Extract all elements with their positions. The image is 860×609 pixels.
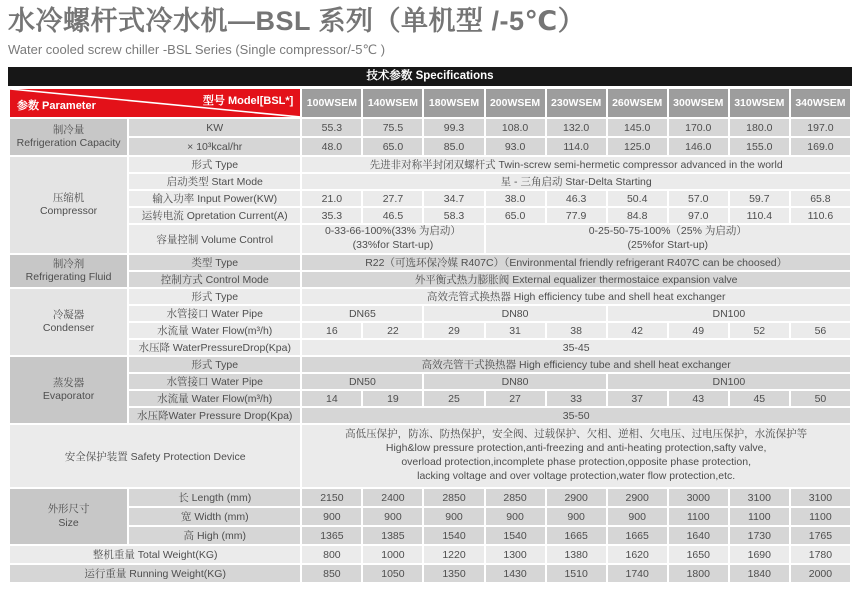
value-cell: 1665 [546, 526, 607, 545]
merged-value-cell: R22（可选环保冷媒 R407C）（Environmental friendly refrigerant R407C can be choosed） [301, 254, 851, 271]
param-label: 形式 Type [128, 288, 301, 305]
group-refrigeration-capacity [9, 118, 128, 156]
value-cell: 14 [301, 390, 362, 407]
param-label: 启动类型 Start Mode [128, 173, 301, 190]
row-capacity-kw [9, 118, 851, 137]
row-total-weight [9, 545, 851, 564]
group-label-en: Refrigerating Fluid [25, 271, 112, 284]
running-weight-label: 运行重量 Running Weight(KG) [9, 564, 301, 583]
row-condenser-pressure-drop [9, 339, 851, 356]
pipe-size-cell: DN65 [301, 305, 423, 322]
value-cell: 1650 [668, 545, 729, 564]
value-cell: 56 [790, 322, 851, 339]
value-cell: 97.0 [668, 207, 729, 224]
value-cell: 2850 [485, 488, 546, 507]
value-cell: 45 [729, 390, 790, 407]
param-label: 输入功率 Input Power(KW) [128, 190, 301, 207]
value-cell: 1620 [607, 545, 668, 564]
param-label: 运转电流 Opretation Current(A) [128, 207, 301, 224]
value-cell: 27 [485, 390, 546, 407]
value-cell: 197.0 [790, 118, 851, 137]
value-cell: 65.0 [362, 137, 423, 156]
row-condenser-type [9, 288, 851, 305]
row-compressor-type [9, 156, 851, 173]
model-column-header: 180WSEM [423, 88, 484, 118]
value-cell: 1100 [790, 507, 851, 526]
param-label: 水压降Water Pressure Drop(Kpa) [128, 407, 301, 424]
pipe-size-cell: DN80 [423, 373, 606, 390]
value-cell: 146.0 [668, 137, 729, 156]
merged-value-cell: 先进非对称半封闭双螺杆式 Twin-screw semi-hermetic compressor advanced in the world [301, 156, 851, 173]
volume-control-line: (25%for Start-up) [627, 239, 709, 252]
group-label-zh: 压缩机 [52, 191, 85, 204]
value-cell: 85.0 [423, 137, 484, 156]
value-cell: 900 [362, 507, 423, 526]
value-cell: 93.0 [485, 137, 546, 156]
value-cell: 33 [546, 390, 607, 407]
param-label: 水管接口 Water Pipe [128, 305, 301, 322]
merged-value-cell: 35-50 [301, 407, 851, 424]
model-column-header: 300WSEM [668, 88, 729, 118]
value-cell: 46.5 [362, 207, 423, 224]
value-cell: 180.0 [729, 118, 790, 137]
value-cell: 2150 [301, 488, 362, 507]
value-cell: 3100 [790, 488, 851, 507]
pipe-size-cell: DN100 [607, 373, 851, 390]
value-cell: 16 [301, 322, 362, 339]
value-cell: 1380 [546, 545, 607, 564]
value-cell: 170.0 [668, 118, 729, 137]
page-title: 水冷螺杆式冷水机—BSL 系列（单机型 /-5℃） [8, 6, 586, 36]
param-label: 水压降 WaterPressureDrop(Kpa) [128, 339, 301, 356]
value-cell: 99.3 [423, 118, 484, 137]
param-label: × 10³kcal/hr [128, 137, 301, 156]
param-label: 形式 Type [128, 356, 301, 373]
param-label: 水流量 Water Flow(m³/h) [128, 390, 301, 407]
value-cell: 1690 [729, 545, 790, 564]
param-label: 形式 Type [128, 156, 301, 173]
model-column-header: 230WSEM [546, 88, 607, 118]
value-cell: 114.0 [546, 137, 607, 156]
value-cell: 110.4 [729, 207, 790, 224]
row-safety-protection [9, 424, 851, 488]
value-cell: 50 [790, 390, 851, 407]
parameter-axis-label: 参数 Parameter [17, 100, 96, 113]
model-column-header: 260WSEM [607, 88, 668, 118]
value-cell: 3000 [668, 488, 729, 507]
merged-value-cell: 高效壳管干式换热器 High efficiency tube and shell heat exchanger [301, 356, 851, 373]
value-cell: 52 [729, 322, 790, 339]
value-cell: 108.0 [485, 118, 546, 137]
param-label: 高 High (mm) [128, 526, 301, 545]
group-refrigerating-fluid [9, 254, 128, 288]
row-compressor-start-mode [9, 173, 851, 190]
specifications-banner: 技术参数 Specifications [8, 67, 852, 86]
value-cell: 31 [485, 322, 546, 339]
safety-line: overload protection,incomplete phase protection,opposite phase protection, [401, 456, 751, 469]
value-cell: 1000 [362, 545, 423, 564]
safety-line: lacking voltage and over voltage protection,water flow protection,etc. [417, 469, 736, 482]
group-label-en: Refrigeration Capacity [16, 137, 121, 150]
row-condenser-water-flow [9, 322, 851, 339]
volume-control-line: 0-25-50-75-100%（25% 为启动） [588, 225, 747, 238]
row-refrigerant-control-mode [9, 271, 851, 288]
page-subtitle: Water cooled screw chiller -BSL Series (Single compressor/-5℃ ) [8, 42, 386, 58]
value-cell: 58.3 [423, 207, 484, 224]
value-cell: 21.0 [301, 190, 362, 207]
value-cell: 800 [301, 545, 362, 564]
group-label-zh: 制冷剂 [52, 257, 85, 270]
value-cell: 34.7 [423, 190, 484, 207]
model-axis-label: 型号 Model[BSL*] [202, 95, 294, 108]
model-column-header: 340WSEM [790, 88, 851, 118]
value-cell: 900 [301, 507, 362, 526]
value-cell: 1220 [423, 545, 484, 564]
value-cell: 37 [607, 390, 668, 407]
safety-line: 高低压保护，防冻、防热保护，安全阀、过载保护、欠相、逆相、欠电压、过电压保护，水流保护等 [345, 428, 808, 441]
group-label-en: Size [58, 516, 79, 529]
value-cell: 132.0 [546, 118, 607, 137]
value-cell: 900 [546, 507, 607, 526]
group-size [9, 488, 128, 545]
param-label: KW [128, 118, 301, 137]
volume-control-small-cell [301, 224, 484, 254]
row-size-length [9, 488, 851, 507]
row-running-weight [9, 564, 851, 583]
value-cell: 900 [485, 507, 546, 526]
row-evaporator-pressure-drop [9, 407, 851, 424]
group-label-zh: 蒸发器 [52, 376, 85, 389]
param-label: 长 Length (mm) [128, 488, 301, 507]
value-cell: 1740 [607, 564, 668, 583]
value-cell: 1350 [423, 564, 484, 583]
param-label: 水管接口 Water Pipe [128, 373, 301, 390]
row-capacity-kcal [9, 137, 851, 156]
row-evaporator-type [9, 356, 851, 373]
value-cell: 1300 [485, 545, 546, 564]
merged-value-cell: 星 - 三角启动 Star-Delta Starting [301, 173, 851, 190]
value-cell: 2000 [790, 564, 851, 583]
value-cell: 1100 [729, 507, 790, 526]
group-condenser [9, 288, 128, 356]
param-label: 宽 Width (mm) [128, 507, 301, 526]
safety-description [301, 424, 851, 488]
value-cell: 1730 [729, 526, 790, 545]
model-column-header: 140WSEM [362, 88, 423, 118]
merged-value-cell: 高效壳管式换热器 High efficiency tube and shell heat exchanger [301, 288, 851, 305]
value-cell: 50.4 [607, 190, 668, 207]
value-cell: 65.0 [485, 207, 546, 224]
param-label: 类型 Type [128, 254, 301, 271]
value-cell: 1385 [362, 526, 423, 545]
value-cell: 29 [423, 322, 484, 339]
total-weight-label: 整机重量 Total Weight(KG) [9, 545, 301, 564]
value-cell: 2900 [607, 488, 668, 507]
value-cell: 35.3 [301, 207, 362, 224]
value-cell: 110.6 [790, 207, 851, 224]
row-refrigerant-type [9, 254, 851, 271]
volume-control-large-cell [485, 224, 851, 254]
model-column-header: 100WSEM [301, 88, 362, 118]
value-cell: 900 [423, 507, 484, 526]
value-cell: 169.0 [790, 137, 851, 156]
value-cell: 65.8 [790, 190, 851, 207]
value-cell: 49 [668, 322, 729, 339]
pipe-size-cell: DN80 [423, 305, 606, 322]
volume-control-line: 0-33-66-100%(33% 为启动） [324, 225, 461, 238]
value-cell: 145.0 [607, 118, 668, 137]
row-evaporator-water-pipe [9, 373, 851, 390]
pipe-size-cell: DN100 [607, 305, 851, 322]
value-cell: 43 [668, 390, 729, 407]
value-cell: 1050 [362, 564, 423, 583]
group-label-zh: 外形尺寸 [47, 503, 90, 516]
value-cell: 1640 [668, 526, 729, 545]
value-cell: 2900 [546, 488, 607, 507]
value-cell: 1840 [729, 564, 790, 583]
value-cell: 25 [423, 390, 484, 407]
group-compressor [9, 156, 128, 254]
group-label-en: Evaporator [42, 390, 95, 403]
value-cell: 3100 [729, 488, 790, 507]
param-label: 控制方式 Control Mode [128, 271, 301, 288]
value-cell: 1765 [790, 526, 851, 545]
value-cell: 42 [607, 322, 668, 339]
value-cell: 27.7 [362, 190, 423, 207]
value-cell: 57.0 [668, 190, 729, 207]
value-cell: 1510 [546, 564, 607, 583]
safety-label: 安全保护装置 Safety Protection Device [9, 424, 301, 488]
spec-table [8, 87, 852, 584]
value-cell: 77.9 [546, 207, 607, 224]
merged-value-cell: 35-45 [301, 339, 851, 356]
value-cell: 19 [362, 390, 423, 407]
value-cell: 1430 [485, 564, 546, 583]
group-label-en: Compressor [39, 205, 98, 218]
value-cell: 1540 [485, 526, 546, 545]
value-cell: 1800 [668, 564, 729, 583]
value-cell: 1780 [790, 545, 851, 564]
value-cell: 1665 [607, 526, 668, 545]
value-cell: 2400 [362, 488, 423, 507]
group-label-zh: 冷凝器 [52, 308, 85, 321]
group-label-zh: 制冷量 [52, 123, 85, 136]
model-column-header: 310WSEM [729, 88, 790, 118]
row-condenser-water-pipe [9, 305, 851, 322]
value-cell: 84.8 [607, 207, 668, 224]
volume-control-line: (33%for Start-up) [352, 239, 434, 252]
row-size-width [9, 507, 851, 526]
model-header-row [9, 88, 851, 118]
row-compressor-volume-control [9, 224, 851, 254]
value-cell: 59.7 [729, 190, 790, 207]
value-cell: 1365 [301, 526, 362, 545]
group-evaporator [9, 356, 128, 424]
value-cell: 46.3 [546, 190, 607, 207]
model-column-header: 200WSEM [485, 88, 546, 118]
row-compressor-input-power [9, 190, 851, 207]
pipe-size-cell: DN50 [301, 373, 423, 390]
value-cell: 125.0 [607, 137, 668, 156]
value-cell: 850 [301, 564, 362, 583]
param-label: 水流量 Water Flow(m³/h) [128, 322, 301, 339]
value-cell: 55.3 [301, 118, 362, 137]
corner-header-cell [9, 88, 301, 118]
value-cell: 38.0 [485, 190, 546, 207]
group-label-en: Condenser [42, 322, 95, 335]
safety-line: High&low pressure protection,anti-freezing and anti-heating protection,safty valve, [385, 442, 767, 455]
param-label: 容量控制 Volume Control [128, 224, 301, 254]
value-cell: 900 [607, 507, 668, 526]
row-size-high [9, 526, 851, 545]
row-compressor-current [9, 207, 851, 224]
value-cell: 38 [546, 322, 607, 339]
value-cell: 48.0 [301, 137, 362, 156]
value-cell: 75.5 [362, 118, 423, 137]
value-cell: 22 [362, 322, 423, 339]
value-cell: 2850 [423, 488, 484, 507]
value-cell: 1100 [668, 507, 729, 526]
value-cell: 1540 [423, 526, 484, 545]
row-evaporator-water-flow [9, 390, 851, 407]
merged-value-cell: 外平衡式热力膨胀阀 External equalizer thermostaice expansion valve [301, 271, 851, 288]
value-cell: 155.0 [729, 137, 790, 156]
